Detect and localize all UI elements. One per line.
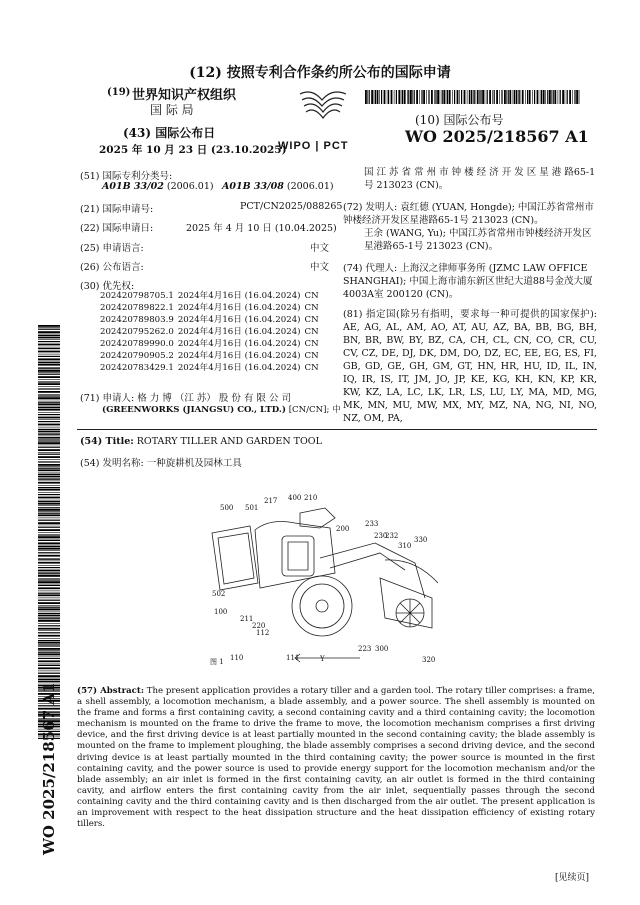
priority-cc: CN <box>304 315 319 325</box>
states: AE, AG, AL, AM, AO, AT, AU, AZ, BA, BB, BG, BH, BN, BR, BW, BY, BZ, CA, CH, CL, CN, CO, CR, CU, CV, CZ, DE, DJ, DK, DM, DO, DZ, EC, EE, EG, ES, FI, GB, GD, GE, GH, GM, GT, HN, HR, HU, ID, IL, IN, IQ, IR, IS, IT, JM, JO, JP, KE, KG, KH, KN, KP, KR, KW, KZ, LA, LC, LK, LR, LS, LU, LY, MA, MD, MG, MK, MN, MU, MW, MX, MY, MZ, NA, NG, NI, NO, NZ, OM, PA, <box>343 322 597 424</box>
priority-date: 2024年4月16日 (16.04.2024) <box>177 351 301 361</box>
priority-row <box>100 362 323 374</box>
agent: 上海汉之律师事务所 (JZMC LAW OFFICE SHANGHAI); 中国上海市浦东新区世纪大道88号金茂大厦4003A室 200120 (CN)。 <box>343 263 593 300</box>
title-cn-label: (54) 发明名称: <box>80 458 144 469</box>
figure-label: 320 <box>422 656 436 664</box>
inventor-block <box>343 201 597 227</box>
figure-label: 233 <box>365 520 379 528</box>
agent-label: (74) 代理人: <box>343 263 398 274</box>
priority-date: 2024年4月16日 (16.04.2024) <box>177 363 301 373</box>
ipc-1-year: (2006.01) <box>166 181 214 192</box>
pub-no-label: (10) 国际公布号 <box>415 113 504 127</box>
inventor-2: 王余 (WANG, Yu); 中国江苏省常州市钟楼经济开发区星港路65-1号 213023 (CN)。 <box>364 228 592 252</box>
priority-date: 2024年4月16日 (16.04.2024) <box>177 291 301 301</box>
priority-row <box>100 314 323 326</box>
priority-no: 202420789990.0 <box>100 339 174 349</box>
priority-label: (30) 优先权: <box>80 281 135 292</box>
priority-row <box>100 338 323 350</box>
applicant-block <box>80 390 335 404</box>
priority-cc: CN <box>304 303 319 313</box>
figure-label: 330 <box>414 536 428 544</box>
priority-date: 2024年4月16日 (16.04.2024) <box>177 315 301 325</box>
figure-label: 211 <box>240 615 254 623</box>
figure-label: 217 <box>264 497 278 505</box>
abstract-label: (57) Abstract: <box>77 686 145 696</box>
wipo-pct: WIPO | PCT <box>278 140 349 152</box>
priority-cc: CN <box>304 351 319 361</box>
pub-lang-label: (26) 公布语言: <box>80 262 144 273</box>
figure-label: 232 <box>385 532 399 540</box>
figure-label: 110 <box>230 654 244 662</box>
figure-label: 112 <box>256 629 270 637</box>
pub-date: 2025 年 10 月 23 日 (23.10.2025) <box>99 144 287 156</box>
barcode-top <box>365 90 580 104</box>
pub-no: WO 2025/218567 A1 <box>405 127 589 146</box>
figure-label: 100 <box>214 608 228 616</box>
priority-table <box>100 290 323 374</box>
figure-label: 300 <box>375 645 389 653</box>
figure-label: 500 <box>220 504 234 512</box>
priority-cc: CN <box>304 339 319 349</box>
priority-date: 2024年4月16日 (16.04.2024) <box>177 327 301 337</box>
priority-cc: CN <box>304 291 319 301</box>
address-continued: 国 江 苏 省 常 州 市 钟 楼 经 济 开 发 区 星 港 路65-1号 213023 (CN)。 <box>364 167 596 191</box>
priority-cc: CN <box>304 363 319 373</box>
applicant-tail: [CN/CN]; 中 <box>288 405 341 415</box>
priority-row <box>100 290 323 302</box>
inventor-label: (72) 发明人: <box>343 202 398 213</box>
applicant-label: (71) 申请人: <box>80 393 135 404</box>
figure-label: 501 <box>245 504 259 512</box>
figure-label: Y <box>320 655 325 663</box>
vertical-pub-no: WO 2025/218567 A1 <box>40 682 58 855</box>
states-label: (81) 指定国(除另有指明，要求每一种可提供的国家保护): <box>343 309 597 320</box>
abstract <box>77 686 595 830</box>
title-en-label: (54) Title: <box>80 436 134 447</box>
title-cn: 一种旋耕机及园林工具 <box>146 458 242 469</box>
app-no-label: (21) 国际申请号: <box>80 204 154 215</box>
figure-label: 310 <box>398 542 412 550</box>
tiller-figure <box>200 488 450 673</box>
pub-lang: 中文 <box>310 262 330 273</box>
org-code: (19) <box>107 87 131 98</box>
ipc-2-year: (2006.01) <box>286 181 334 192</box>
agent-block <box>343 262 597 301</box>
filing-date: 2025 年 4 月 10 日 (10.04.2025) <box>186 223 337 234</box>
states-block <box>343 308 597 425</box>
figure-label: 200 <box>336 525 350 533</box>
filing-label: (22) 国际申请日: <box>80 223 154 234</box>
lang-label: (25) 申请语言: <box>80 243 144 254</box>
figure-label: 111 <box>286 654 300 662</box>
priority-no: 202420798705.1 <box>100 291 174 301</box>
figure-label: 230 <box>374 532 388 540</box>
priority-row <box>100 326 323 338</box>
ipc-2: A01B 33/08 <box>222 181 284 192</box>
abstract-text: The present application provides a rotary tiller and a garden tool. The rotary tiller comprises: a frame, a shell assembly, a locomotion mechanism, a blade assembly, and a power source. The shell assembly is mounted on the frame and forms a first containing cavity, a second containing cavity and a third containing cavity; the locomotion mechanism is mounted on the frame to drive the frame to move, the locomotion mechanism comprises a first driving device, and the first driving device is at least partially mounted in the second containing cavity; the blade assembly is mounted on the frame to implement ploughing, the blade assembly comprises a second driving device, and the second driving device is at least partially mounted in the third containing cavity; the power source is mounted in the first containing cavity, and the power source is used to provide energy support for the locomotion mechanism and/or the blade assembly; an air inlet is formed in the first containing cavity, an air outlet is formed in the third containing cavity, and airflow enters the first containing cavity from the air inlet, sequentially passes through the second containing cavity and the third containing cavity and is then discharged from the air outlet. The present application is an improvement with respect to the heat dissipation structure and the heat dissipation efficiency of existing rotary tillers. <box>77 686 595 830</box>
priority-no: 202420789803.9 <box>100 315 174 325</box>
priority-no: 202420795262.0 <box>100 327 174 337</box>
applicant-cn: 格 力 博 （江 苏） 股 份 有 限 公 司 <box>137 393 291 404</box>
priority-no: 202420790905.2 <box>100 351 174 361</box>
inventor-1: 袁红德 (YUAN, Hongde); 中国江苏省常州市钟楼经济开发区星港路65-1号 213023 (CN)。 <box>343 202 594 226</box>
priority-cc: CN <box>304 327 319 337</box>
priority-no: 202420789822.1 <box>100 303 174 313</box>
app-no: PCT/CN2025/088265 <box>240 201 343 212</box>
figure-label: 502 <box>212 590 226 598</box>
figure-label: 400 <box>288 494 302 502</box>
applicant-en: (GREENWORKS (JIANGSU) CO., LTD.) <box>102 405 286 415</box>
org-name: 世界知识产权组织 <box>132 88 237 103</box>
priority-row <box>100 302 323 314</box>
priority-no: 202420783429.1 <box>100 363 174 373</box>
document-title: (12) 按照专利合作条约所公布的国际申请 <box>189 65 451 81</box>
figure-caption: 图 1 <box>210 658 224 666</box>
pub-date-label: (43) 国际公布日 <box>123 126 216 140</box>
continued-note: [见续页] <box>555 873 590 883</box>
priority-row <box>100 350 323 362</box>
lang: 中文 <box>310 243 330 254</box>
figure-label: 210 <box>304 494 318 502</box>
ipc-1: A01B 33/02 <box>102 181 164 192</box>
wipo-logo <box>292 86 354 138</box>
barcode-vertical <box>38 325 60 740</box>
priority-date: 2024年4月16日 (16.04.2024) <box>177 339 301 349</box>
priority-date: 2024年4月16日 (16.04.2024) <box>177 303 301 313</box>
ipc-label: (51) 国际专利分类号: <box>80 171 173 182</box>
title-en: ROTARY TILLER AND GARDEN TOOL <box>136 436 322 447</box>
figure-label: 223 <box>358 645 372 653</box>
divider <box>77 429 597 430</box>
figure-label: 220 <box>252 622 266 630</box>
org-subname: 国 际 局 <box>150 103 194 117</box>
